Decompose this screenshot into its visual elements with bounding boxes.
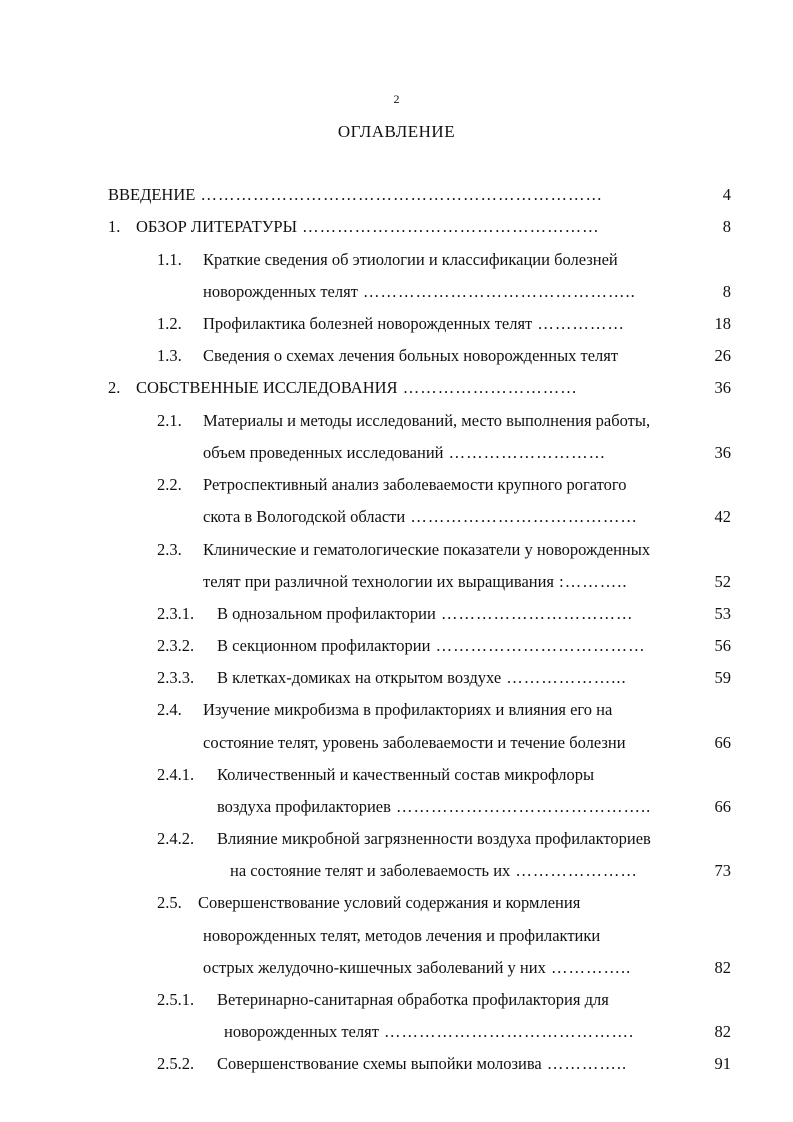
toc-entry-text: новорожденных телят bbox=[224, 1022, 379, 1041]
toc-page-number: 8 bbox=[722, 217, 731, 236]
toc-leader-dots: ……………………………………. bbox=[378, 1022, 635, 1041]
toc-page-number: 53 bbox=[714, 604, 731, 623]
toc-entry-number: 1.1. bbox=[157, 250, 182, 269]
toc-entry-text: острых желудочно-кишечных заболеваний у них bbox=[203, 958, 546, 977]
page-number: 2 bbox=[393, 92, 400, 106]
toc-page-number: 91 bbox=[714, 1054, 731, 1073]
toc-entry-text: ОБЗОР ЛИТЕРАТУРЫ bbox=[136, 217, 297, 236]
toc-page-number: 36 bbox=[714, 378, 731, 397]
toc-entry-title bbox=[203, 507, 638, 527]
toc-entry-title bbox=[203, 700, 612, 720]
toc-page-number: 66 bbox=[714, 797, 731, 816]
toc-page-number: 8 bbox=[722, 282, 731, 301]
toc-entry-text: Краткие сведения об этиологии и классификации болезней bbox=[203, 250, 618, 269]
toc-page-number: 59 bbox=[714, 668, 731, 687]
toc-entry-title bbox=[217, 829, 651, 849]
toc-page-number: 73 bbox=[714, 861, 731, 880]
toc-entry-title bbox=[203, 733, 626, 753]
toc-entry-number: 2.3.3. bbox=[157, 668, 195, 687]
toc-leader-dots: :……….. bbox=[554, 572, 628, 591]
toc-entry-title bbox=[203, 282, 636, 302]
toc-entry-number: 1.3. bbox=[157, 346, 182, 365]
toc-entry-title bbox=[203, 346, 618, 366]
toc-entry-title bbox=[136, 378, 578, 398]
toc-entry-text: состояние телят, уровень заболеваемости и течение болезни bbox=[203, 733, 626, 752]
toc-entry-title bbox=[203, 411, 650, 431]
toc-entry-title bbox=[217, 1054, 627, 1074]
toc-entry-text: В однозальном профилактории bbox=[217, 604, 436, 623]
toc-entry-title bbox=[217, 668, 627, 688]
toc-page-number: 42 bbox=[714, 507, 731, 526]
toc-entry-title bbox=[217, 990, 609, 1010]
toc-page-number: 66 bbox=[714, 733, 731, 752]
toc-entry-text: ВВЕДЕНИЕ bbox=[108, 185, 196, 204]
toc-page-number: 82 bbox=[714, 958, 731, 977]
toc-entry-number: 2.4. bbox=[157, 700, 182, 719]
toc-entry-title bbox=[230, 861, 638, 881]
toc-entry-text: новорожденных телят bbox=[203, 282, 358, 301]
toc-entry-title bbox=[136, 217, 600, 237]
toc-entry-number: 2.3.2. bbox=[157, 636, 195, 655]
toc-entry-text: скота в Вологодской области bbox=[203, 507, 406, 526]
toc-entry-number: 2.3. bbox=[157, 540, 182, 559]
toc-entry-number: 2.1. bbox=[157, 411, 182, 430]
toc-entry-title bbox=[217, 765, 594, 785]
toc-leader-dots: ………………………………… bbox=[405, 507, 638, 526]
toc-page-number: 36 bbox=[714, 443, 731, 462]
toc-leader-dots: …………………………………….. bbox=[390, 797, 652, 816]
toc-entry-number: 2.3.1. bbox=[157, 604, 195, 623]
toc-leader-dots: …………… bbox=[532, 314, 625, 333]
toc-leader-dots: ………………... bbox=[501, 668, 627, 687]
toc-entry-title bbox=[217, 604, 633, 624]
toc-entry-title bbox=[108, 185, 603, 205]
toc-entry-text: объем проведенных исследований bbox=[203, 443, 444, 462]
toc-page-number: 82 bbox=[714, 1022, 731, 1041]
toc-entry-text: Клинические и гематологические показатели у новорожденных bbox=[203, 540, 651, 559]
toc-leader-dots: ………………… bbox=[510, 861, 638, 880]
toc-entry-title bbox=[203, 958, 631, 978]
toc-entry-text: В клетках-домиках на открытом воздухе bbox=[217, 668, 502, 687]
toc-entry-title bbox=[203, 475, 627, 495]
toc-entry-number: 2.4.2. bbox=[157, 829, 195, 848]
toc-page-number: 26 bbox=[714, 346, 731, 365]
toc-entry-text: Материалы и методы исследований, место выполнения работы, bbox=[203, 411, 651, 430]
toc-entry-title bbox=[224, 1022, 634, 1042]
toc-entry-text: Совершенствование схемы выпойки молозива bbox=[217, 1054, 542, 1073]
toc-leader-dots: ……………………… bbox=[443, 443, 607, 462]
toc-entry-text: Профилактика болезней новорожденных телят bbox=[203, 314, 533, 333]
toc-page-number: 56 bbox=[714, 636, 731, 655]
toc-entry-title bbox=[203, 572, 628, 592]
toc-entry-text: телят при различной технологии их выращивания bbox=[203, 572, 555, 591]
toc-entry-text: Сведения о схемах лечения больных новорожденных телят bbox=[203, 346, 619, 365]
toc-entry-number: 2.5.2. bbox=[157, 1054, 195, 1073]
toc-entry-number: 2. bbox=[108, 378, 121, 397]
toc-entry-title bbox=[198, 893, 580, 913]
toc-entry-title bbox=[217, 636, 646, 656]
toc-entry-text: Совершенствование условий содержания и кормления bbox=[198, 893, 581, 912]
toc-entry-text: воздуха профилакториев bbox=[217, 797, 391, 816]
toc-leader-dots: ……………………………………….. bbox=[357, 282, 636, 301]
toc-entry-text: новорожденных телят, методов лечения и профилактики bbox=[203, 926, 601, 945]
toc-page-number: 52 bbox=[714, 572, 731, 591]
toc-entry-text: Влияние микробной загрязненности воздуха профилакториев bbox=[217, 829, 651, 848]
toc-entry-text: Количественный и качественный состав микрофлоры bbox=[217, 765, 595, 784]
toc-entry-text: СОБСТВЕННЫЕ ИССЛЕДОВАНИЯ bbox=[136, 378, 398, 397]
toc-entry-text: Ветеринарно-санитарная обработка профилактория для bbox=[217, 990, 609, 1009]
toc-leader-dots: …………………………… bbox=[435, 604, 634, 623]
toc-entry-text: В секционном профилактории bbox=[217, 636, 431, 655]
toc-entry-number: 2.5. bbox=[157, 893, 182, 912]
toc-entry-number: 2.2. bbox=[157, 475, 182, 494]
toc-entry-number: 2.4.1. bbox=[157, 765, 195, 784]
toc-entry-title bbox=[203, 314, 625, 334]
toc-entry-title bbox=[203, 443, 606, 463]
page-title: ОГЛАВЛЕНИЕ bbox=[337, 122, 456, 141]
toc-leader-dots: ………….. bbox=[545, 958, 632, 977]
toc-entry-title bbox=[203, 926, 600, 946]
toc-entry-number: 1. bbox=[108, 217, 121, 236]
toc-entry-number: 2.5.1. bbox=[157, 990, 195, 1009]
toc-leader-dots: ……………………………… bbox=[430, 636, 646, 655]
toc-entry-text: на состояние телят и заболеваемость их bbox=[230, 861, 511, 880]
toc-leader-dots: ………….. bbox=[541, 1054, 628, 1073]
toc-entry-title bbox=[217, 797, 651, 817]
toc-entry-text: Изучение микробизма в профилакториях и влияния его на bbox=[203, 700, 613, 719]
toc-page-number: 18 bbox=[714, 314, 731, 333]
toc-entry-title bbox=[203, 250, 618, 270]
toc-leader-dots: …………………………………………… bbox=[297, 217, 600, 236]
toc-entry-text: Ретроспективный анализ заболеваемости крупного рогатого bbox=[203, 475, 627, 494]
toc-page-number: 4 bbox=[722, 185, 731, 204]
toc-leader-dots: …………………………………………………………… bbox=[195, 185, 603, 204]
toc-leader-dots: ………………………… bbox=[397, 378, 578, 397]
toc-entry-title bbox=[203, 540, 650, 560]
toc-entry-number: 1.2. bbox=[157, 314, 182, 333]
